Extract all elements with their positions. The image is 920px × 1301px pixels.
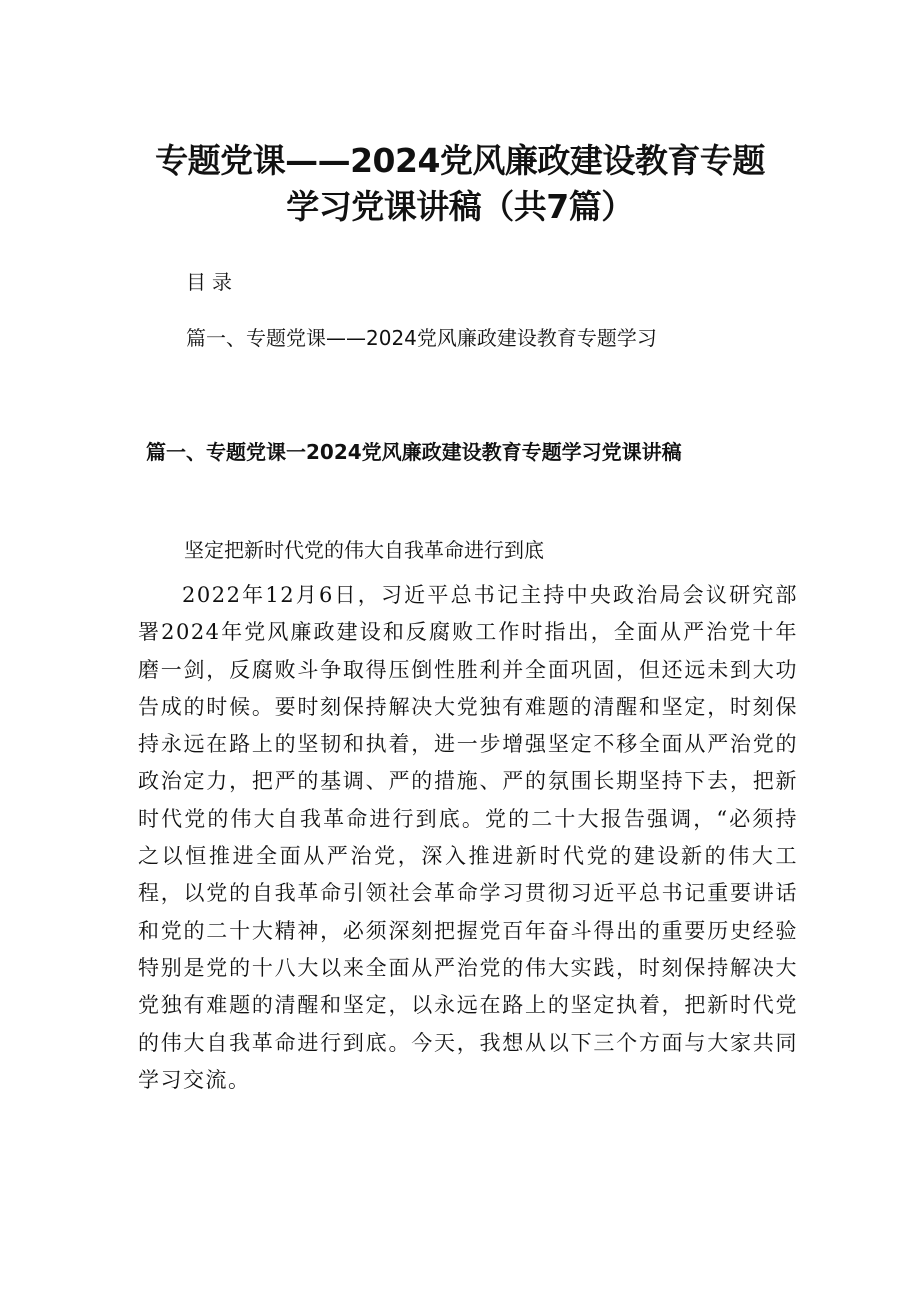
section-heading: 篇一、专题党课一2024党风廉政建设教育专题学习党课讲稿 [146,440,682,464]
toc-item[interactable]: 篇一、专题党课——2024党风廉政建设教育专题学习 [186,326,657,350]
subheading: 坚定把新时代党的伟大自我革命进行到底 [184,538,544,562]
toc-label: 目录 [186,270,238,294]
title-line-2: 学习党课讲稿（共7篇） [286,187,634,226]
body-paragraph: 2022年12月6日，习近平总书记主持中央政治局会议研究部署2024年党风廉政建设和反腐败工作时指出，全面从严治党十年磨一剑，反腐败斗争取得压倒性胜利并全面巩固，但还远未到大功告成的时候。要时刻保持解决大党独有难题的清醒和坚定，时刻保持永远在路上的坚韧和执着，进一步增强坚定不移全面从严治党的政治定力，把严的基调、严的措施、严的氛围长期坚持下去，把新时代党的伟大自我革命进行到底。党的二十大报告强调，“必须持之以恒推进全面从严治党，深入推进新时代党的建设新的伟大工程，以党的自我革命引领社会革命学习贯彻习近平总书记重要讲话和党的二十大精神，必须深刻把握党百年奋斗得出的重要历史经验特别是党的十八大以来全面从严治党的伟大实践，时刻保持解决大党独有难题的清醒和坚定，以永远在路上的坚定执着，把新时代党的伟大自我革命进行到底。今天，我想从以下三个方面与大家共同学习交流。 [138,583,798,1092]
document-title [0,138,920,230]
title-line-1: 专题党课——2024党风廉政建设教育专题 [155,141,765,180]
